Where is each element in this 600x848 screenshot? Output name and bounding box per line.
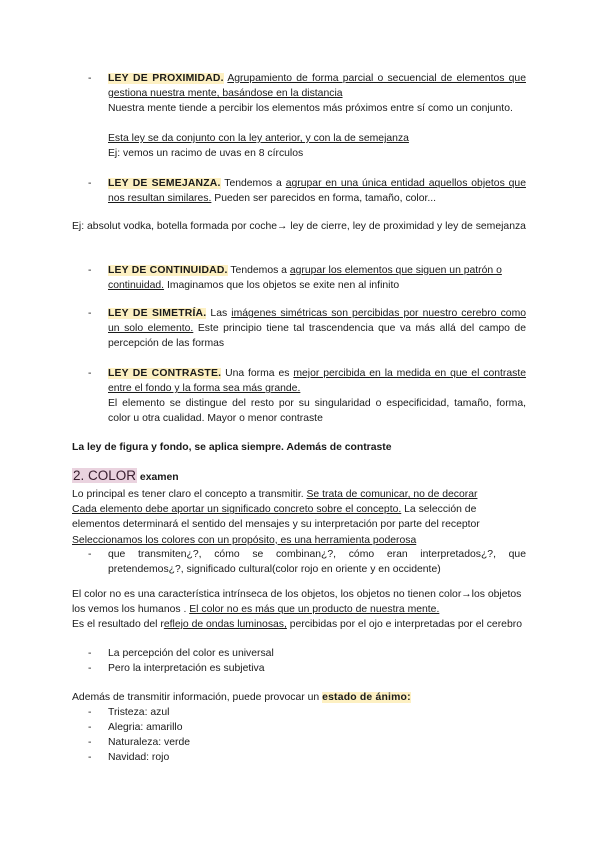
paragraph-text: Lo principal es tener claro el concepto a transmitir. <box>72 489 304 500</box>
bullet-dash: - <box>88 265 92 276</box>
color-paragraph-3 <box>72 617 528 632</box>
law-desc-proximidad: Agrupamiento de forma parcial o secuencial de elementos que gestiona nuestra mente, basándose en la distancia <box>108 73 526 100</box>
law-title-proximidad: LEY DE PROXIMIDAD. <box>108 73 224 84</box>
bullet-dash: - <box>88 308 92 319</box>
law-underlined: agrupar los elementos que siguen un patrón o continuidad. <box>108 265 502 292</box>
bullet-dash: - <box>88 73 92 84</box>
section-title: 2. COLOR <box>73 468 137 483</box>
bullet-dash: - <box>88 549 92 560</box>
color-paragraph-1 <box>72 487 526 548</box>
law-underlined: imágenes simétricas son percibidas por nuestro cerebro como un solo elemento. <box>108 308 527 335</box>
list-item: Tristeza: azul <box>108 707 170 718</box>
law-simetria <box>108 306 526 352</box>
paragraph-text: Además de transmitir información, puede provocar un <box>72 692 320 703</box>
section-note: examen <box>139 472 179 483</box>
color-paragraph-2 <box>72 587 528 617</box>
law-title-simetria: LEY DE SIMETRÍA. <box>108 308 207 319</box>
list-item: La percepción del color es universal <box>108 648 274 659</box>
law-text: Una forma es <box>225 368 290 379</box>
paragraph-underlined: Cada elemento debe aportar un significado concreto sobre el concepto. <box>72 504 402 516</box>
example-vodka: Ej: absolut vodka, botella formada por coche→ ley de cierre, ley de proximidad y ley de semejanza <box>72 221 526 232</box>
law-title-contraste: LEY DE CONTRASTE. <box>108 368 222 379</box>
law-continuidad <box>108 263 528 293</box>
law-text: Tendemos a <box>224 178 282 189</box>
paragraph-underlined: Se trata de comunicar, no de decorar <box>306 489 478 500</box>
law-text: Este principio tiene tal trascendencia que va más allá del campo de percepción de las formas <box>108 323 526 350</box>
mood-highlight: estado de ánimo: <box>322 692 411 703</box>
paragraph-underlined: eflejo de ondas luminosas, <box>163 619 287 630</box>
section-heading-color <box>72 467 526 487</box>
law-text: Pueden ser parecidos en forma, tamaño, color... <box>214 193 437 205</box>
law-title-semejanza: LEY DE SEMEJANZA. <box>108 178 221 189</box>
proximidad-example: Ej: vemos un racimo de uvas en 8 círculos <box>108 148 304 159</box>
paragraph-underlined: El color no es más que un producto de nuestra mente. <box>189 604 440 616</box>
law-contraste <box>108 366 526 396</box>
bullet-dash: - <box>88 752 92 763</box>
law-proximidad <box>108 71 526 101</box>
paragraph-text: La selección de elementos determinará el sentido del mensajes y su interpretación por parte del receptor <box>72 504 480 531</box>
bullet-dash: - <box>88 737 92 748</box>
bullet-dash: - <box>88 722 92 733</box>
list-item: Naturaleza: verde <box>108 737 191 748</box>
bullet-dash: - <box>88 663 92 674</box>
list-item: Pero la interpretación es subjetiva <box>108 663 265 674</box>
law-underlined: agrupar en una única entidad aquellos objetos que nos resultan similares. <box>108 178 526 205</box>
paragraph-underlined: Seleccionamos los colores con un propósito, es una herramienta poderosa <box>72 534 417 546</box>
mood-intro <box>72 690 528 705</box>
law-semejanza <box>108 176 526 206</box>
bullet-dash: - <box>88 178 92 189</box>
paragraph-text: El color no es una característica intrínseca de los objetos, los objetos no tienen color→los objetos los vemos los humanos . <box>72 589 522 616</box>
color-questions: que transmiten¿?, cómo se combinan¿?, cómo eran interpretados¿?, que pretendemos¿?, significado cultural(color rojo en oriente y en occidente) <box>108 549 526 576</box>
paragraph-text: percibidas por el ojo e interpretadas por el cerebro <box>289 619 522 630</box>
figura-fondo-note: La ley de figura y fondo, se aplica siempre. Además de contraste <box>72 442 392 453</box>
law-underlined: mejor percibida en la medida en que el contraste entre el fondo y la forma sea más grande. <box>108 368 527 395</box>
law-text: Imaginamos que los objetos se exite nen al infinito <box>166 280 400 292</box>
bullet-dash: - <box>88 648 92 659</box>
list-item: Navidad: rojo <box>108 752 170 763</box>
bullet-dash: - <box>88 707 92 718</box>
list-item: Alegria: amarillo <box>108 722 183 733</box>
law-title-continuidad: LEY DE CONTINUIDAD. <box>108 265 228 276</box>
contraste-line2: El elemento se distingue del resto por su singularidad o especificidad, tamaño, forma, color u otra cualidad. Mayor o menor contraste <box>108 398 526 425</box>
proximidad-line2: Nuestra mente tiende a percibir los elementos más próximos entre sí como un conjunto. <box>108 103 513 114</box>
proximidad-line3: Esta ley se da conjunto con la ley anterior, y con la de semejanza <box>108 133 409 144</box>
paragraph-text: Es el resultado del r <box>72 619 164 630</box>
law-text: Las <box>210 308 228 319</box>
bullet-dash: - <box>88 368 92 379</box>
law-text: Tendemos a <box>230 265 287 276</box>
